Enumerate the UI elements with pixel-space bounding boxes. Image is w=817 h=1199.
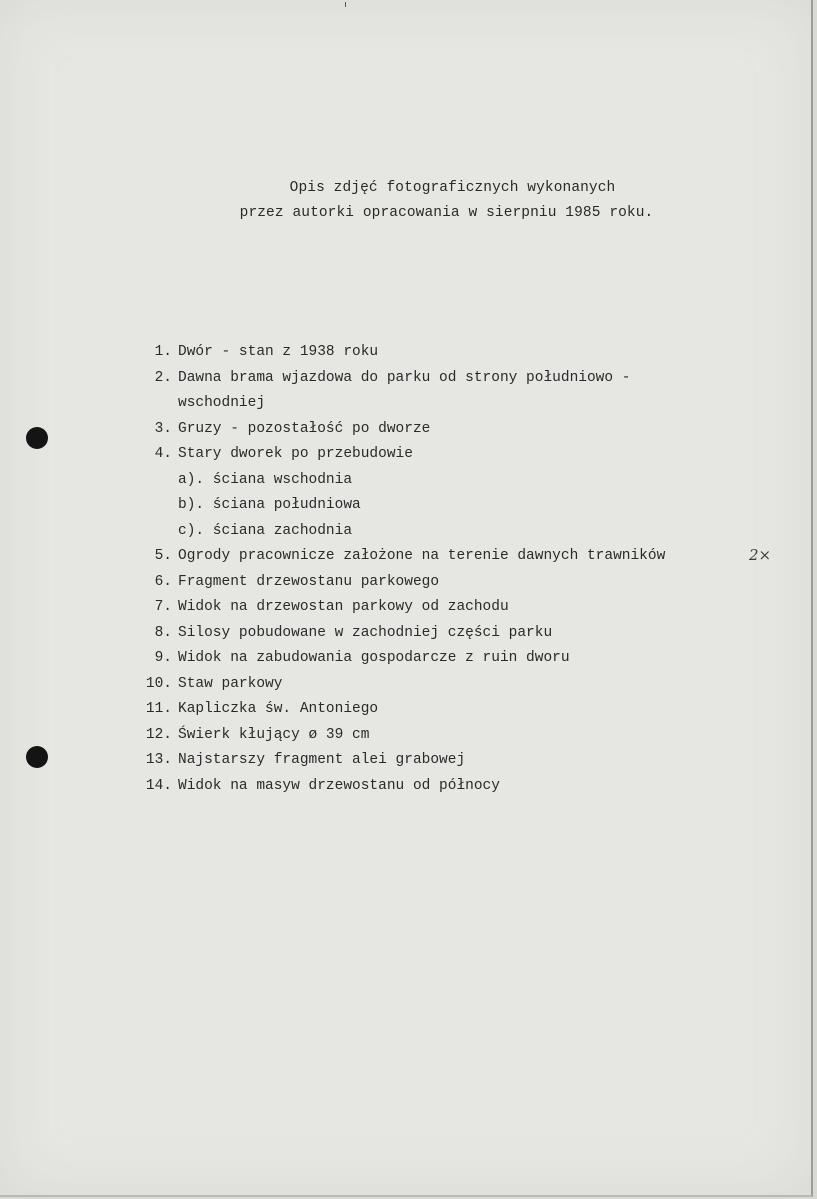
item-text: Widok na drzewostan parkowy od zachodu bbox=[178, 599, 509, 615]
list-item bbox=[140, 623, 780, 649]
item-text: b). ściana południowa bbox=[178, 497, 361, 513]
item-text: wschodniej bbox=[178, 395, 266, 411]
list-subitem bbox=[140, 495, 780, 521]
item-number: 13. bbox=[145, 752, 172, 768]
item-text: Świerk kłujący ø 39 cm bbox=[178, 726, 370, 743]
list-item bbox=[140, 342, 780, 368]
item-number: 5. bbox=[154, 548, 172, 564]
item-text: Gruzy - pozostałość po dworze bbox=[178, 420, 431, 437]
item-number: 2. bbox=[154, 369, 172, 386]
title-line-2: przez autorki opracowania w sierpniu 1985 roku. bbox=[239, 205, 654, 221]
photo-description-list bbox=[140, 342, 780, 801]
list-item bbox=[140, 674, 780, 700]
item-number: 7. bbox=[154, 599, 172, 615]
list-item bbox=[140, 750, 780, 776]
punch-hole bbox=[26, 427, 48, 449]
list-subitem bbox=[140, 521, 780, 547]
item-text: Staw parkowy bbox=[178, 675, 283, 692]
list-item bbox=[140, 444, 780, 470]
list-item bbox=[140, 776, 780, 802]
item-number: 9. bbox=[154, 650, 172, 666]
item-number: 14. bbox=[145, 777, 172, 794]
item-number: 4. bbox=[154, 446, 172, 462]
item-number: 12. bbox=[145, 726, 172, 743]
list-item bbox=[140, 419, 780, 445]
item-text: c). ściana zachodnia bbox=[178, 522, 353, 539]
item-text: Stary dworek po przebudowie bbox=[178, 446, 413, 462]
item-text: Silosy pobudowane w zachodniej części parku bbox=[178, 624, 553, 641]
item-number: 10. bbox=[145, 675, 172, 692]
list-item bbox=[140, 572, 780, 598]
item-text: Fragment drzewostanu parkowego bbox=[178, 573, 440, 590]
item-text: Widok na zabudowania gospodarcze z ruin dworu bbox=[178, 650, 570, 666]
item-text: Dawna brama wjazdowa do parku od strony południowo - bbox=[178, 369, 631, 386]
item-number: 11. bbox=[145, 701, 172, 717]
list-item bbox=[140, 368, 780, 394]
item-text: Ogrody pracownicze założone na terenie dawnych trawników bbox=[178, 548, 666, 564]
item-text: a). ściana wschodnia bbox=[178, 471, 353, 488]
list-item bbox=[140, 546, 780, 572]
list-item bbox=[140, 597, 780, 623]
item-text: Dwór - stan z 1938 roku bbox=[178, 344, 379, 360]
list-item bbox=[140, 699, 780, 725]
handwritten-note: 2× bbox=[749, 546, 772, 564]
page-mark bbox=[345, 2, 346, 7]
item-text: Najstarszy fragment alei grabowej bbox=[178, 752, 466, 768]
item-number: 1. bbox=[154, 344, 172, 360]
item-text: Widok na masyw drzewostanu od północy bbox=[178, 777, 500, 794]
list-item-continuation bbox=[140, 393, 780, 419]
item-number: 6. bbox=[154, 573, 172, 590]
title-line-1: Opis zdjęć fotograficznych wykonanych bbox=[289, 180, 616, 196]
item-number: 3. bbox=[154, 420, 172, 437]
item-number: 8. bbox=[154, 624, 172, 641]
list-subitem bbox=[140, 470, 780, 496]
punch-hole bbox=[26, 746, 48, 768]
list-item bbox=[140, 725, 780, 751]
list-item bbox=[140, 648, 780, 674]
item-text: Kapliczka św. Antoniego bbox=[178, 701, 379, 717]
